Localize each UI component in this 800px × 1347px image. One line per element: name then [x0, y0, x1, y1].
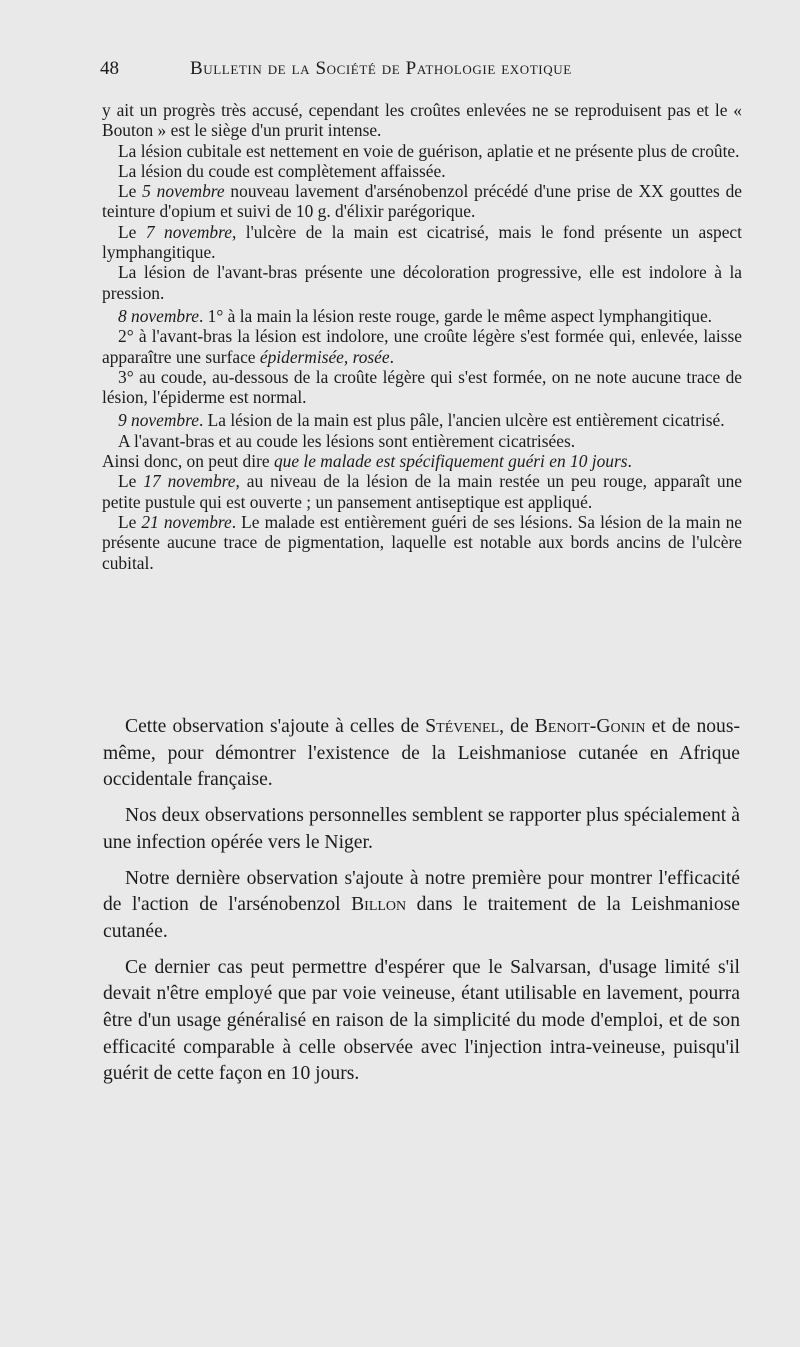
date: 8 novembre — [118, 305, 199, 326]
paragraph: Cette observation s'ajoute à celles de Stévenel, de Benoit-Gonin et de nous-même, pour démontrer l'existence de la Leishmaniose cutanée en Afrique occidentale française. — [103, 716, 740, 791]
paragraph: Ainsi donc, on peut dire que le malade est spécifiquement guéri en 10 jours. — [102, 451, 632, 472]
paragraph: Le 7 novembre, l'ulcère de la main est cicatrisé, mais le fond présente un aspect lymphangitique. — [102, 221, 742, 263]
paragraph: Le 21 novembre. Le malade est entièrement guéri de ses lésions. Sa lésion de la main ne présente aucune trace de pigmentation, laquelle est notable aux bords ancins de l'ulcère cubital. — [102, 511, 742, 573]
author-name: Billon — [351, 894, 407, 916]
paragraph: Ce dernier cas peut permettre d'espérer que le Salvarsan, d'usage limité s'il devait n'être employé que par voie veineuse, étant utilisable en lavement, pourra être d'un usage généralisé en raison de la simplicité du mode d'emploi, et de son efficacité comparable à celle observée avec l'injection intra-veineuse, puisqu'il guérit de cette façon en 10 jours. — [103, 956, 740, 1085]
author-name: Benoit-Gonin — [534, 716, 646, 737]
date: 7 novembre — [145, 221, 232, 242]
paragraph: La lésion cubitale est nettement en voie de guérison, aplatie et ne présente plus de croûte. — [118, 140, 740, 161]
paragraph: A l'avant-bras et au coude les lésions sont entièrement cicatrisées. — [118, 430, 576, 451]
paragraph: y ait un progrès très accusé, cependant les croûtes enlevées ne se reproduisent pas et le « Bouton » est le siège d'un prurit intense. — [102, 100, 742, 141]
paragraph: Nos deux observations personnelles semblent se rapporter plus spécialement à une infection opérée vers le Niger. — [103, 805, 740, 853]
author-name: Stévenel — [425, 716, 500, 737]
date: 5 novembre — [142, 181, 225, 202]
paragraph: 3° au coude, au-dessous de la croûte légère qui s'est formée, on ne note aucune trace de lésion, l'épiderme est normal. — [102, 366, 742, 408]
paragraph: Le 5 novembre nouveau lavement d'arsénobenzol précédé d'une prise de XX gouttes de teinture d'opium et suivi de 10 g. d'élixir parégorique. — [102, 181, 742, 222]
page-header — [100, 58, 660, 82]
running-title: Bulletin de la Société de Pathologie exotique — [190, 58, 572, 79]
page-number: 48 — [100, 58, 119, 79]
date: 21 novembre — [141, 511, 232, 532]
emphasis: épidermisée, rosée — [259, 346, 390, 367]
paragraph: Le 17 novembre, au niveau de la lésion de la main restée un peu rouge, apparaît une petite pustule qui est ouverte ; un pansement antiseptique est appliqué. — [102, 471, 742, 512]
paragraph: 9 novembre. La lésion de la main est plus pâle, l'ancien ulcère est entièrement cicatrisé. — [118, 410, 725, 431]
paragraph: 8 novembre. 1° à la main la lésion reste rouge, garde le même aspect lymphangitique. — [118, 305, 713, 326]
paragraph: La lésion du coude est complètement affaissée. — [118, 160, 446, 181]
paragraph: 2° à l'avant-bras la lésion est indolore, une croûte légère s'est formée qui, enlevée, laisse apparaître une surface épidermisée, rosée. — [102, 326, 742, 367]
emphasis: que le malade est spécifiquement guéri en 10 jours — [273, 451, 628, 472]
paragraph: Notre dernière observation s'ajoute à notre première pour montrer l'efficacité de l'action de l'arsénobenzol Billon dans le traitement de la Leishmaniose cutanée. — [103, 867, 740, 942]
date: 9 novembre — [118, 410, 199, 431]
conclusion — [103, 714, 740, 1097]
clinical-observation — [102, 100, 742, 573]
date: 17 novembre — [143, 471, 236, 492]
paragraph: La lésion de l'avant-bras présente une décoloration progressive, elle est indolore à la pression. — [102, 262, 742, 303]
